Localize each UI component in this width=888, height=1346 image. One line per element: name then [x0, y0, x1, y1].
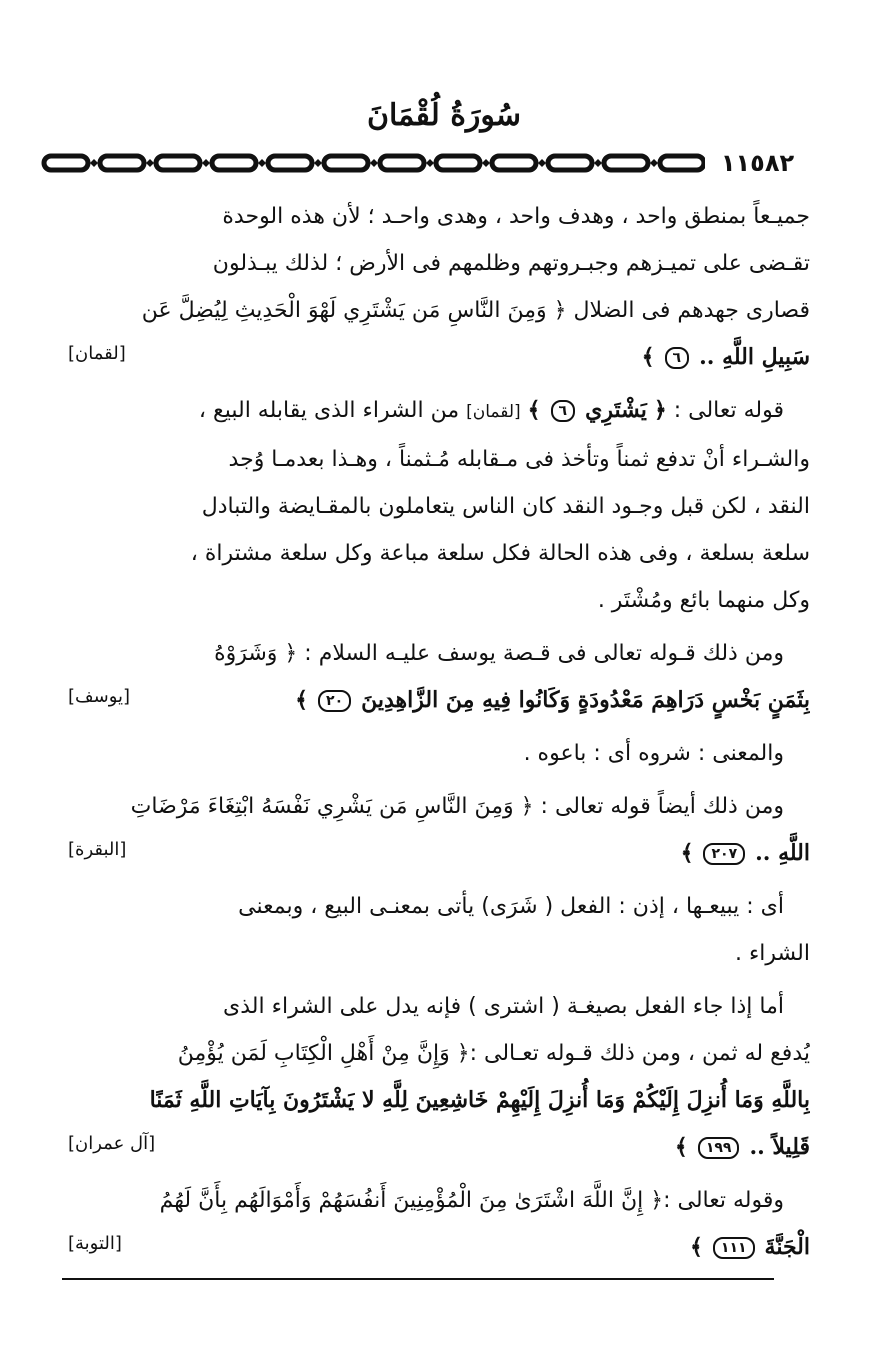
close-brace-glyph: ﴾ [674, 1134, 688, 1160]
paragraph [68, 983, 810, 1171]
text-line [68, 387, 810, 436]
text-line: أما إذا جاء الفعل بصيغـة ( اشترى ) فإنه يدل على الشراء الذى [223, 994, 784, 1019]
text-line: يُدفع له ثمن ، ومن ذلك قـوله تعـالى :﴿ وَإِنَّ مِنْ أَهْلِ الْكِتَابِ لَمَن يُؤْمِنُ [177, 1041, 810, 1066]
open-brace-glyph: ﴿ [653, 397, 667, 423]
text-line: وقوله تعالى :﴿ إِنَّ اللَّهَ اشْتَرَىٰ مِنَ الْمُؤْمِنِينَ أَنفُسَهُمْ وَأَمْوَالَهُم بِأَنَّ لَهُمُ [159, 1188, 784, 1213]
text-line: قصارى جهدهم فى الضلال ﴿ وَمِنَ النَّاسِ مَن يَشْتَرِي لَهْوَ الْحَدِيثِ لِيُضِلَّ عَن [141, 298, 810, 323]
ayah-number-badge: ٦ [551, 400, 576, 422]
text-line [68, 1224, 810, 1271]
text-line: سلعة بسلعة ، وفى هذه الحالة فكل سلعة مباعة وكل سلعة مشتراة ، [190, 541, 810, 566]
page-number: ١١٥٨٢ [705, 150, 810, 176]
quran-text: الْجَنَّةَ [764, 1234, 810, 1260]
text-line: والشـراء أنْ تدفع ثمناً وتأخذ فى مـقابله مُـثمناً ، وهـذا بعدمـا وُجد [228, 447, 810, 472]
surah-reference: [البقرة] [68, 839, 127, 860]
paragraph [68, 783, 810, 877]
ayah-number-badge: ٦ [665, 347, 690, 369]
paragraph [68, 630, 810, 724]
ornamental-header-rule [40, 148, 810, 178]
surah-reference: [التوبة] [68, 1233, 122, 1254]
text-line: أى : يبيعـها ، إذن : الفعل ( شَرَى) يأتى بمعنـى البيع ، وبمعنى [238, 894, 784, 919]
paragraph [68, 387, 810, 624]
surah-reference: [يوسف] [68, 686, 131, 707]
paragraph [68, 1177, 810, 1271]
text-line: الشراء . [734, 941, 810, 966]
ayah-number-badge: ٢٠ [318, 690, 351, 712]
text-line: جميـعاً بمنطق واحد ، وهدف واحد ، وهدى واحـد ؛ لأن هذه الوحدة [222, 204, 810, 229]
text-line: النقد ، لكن قبل وجـود النقد كان الناس يتعاملون بالمقـايضة والتبادل [201, 494, 810, 519]
text-line [68, 677, 810, 724]
close-brace-glyph: ﴾ [295, 687, 309, 713]
surah-reference: [لقمان] [466, 402, 521, 422]
text-line: والمعنى : شروه أى : باعوه . [523, 741, 784, 766]
text-line [68, 334, 810, 381]
surah-reference: [آل عمران] [68, 1133, 156, 1154]
paragraph [68, 193, 810, 381]
quran-text: سَبِيلِ اللَّهِ .. [699, 344, 810, 370]
paragraph [68, 730, 810, 777]
ayah-number-badge: ٢٠٧ [703, 843, 745, 865]
text-line: ومن ذلك أيضاً قوله تعالى : ﴿ وَمِنَ النَّاسِ مَن يَشْرِي نَفْسَهُ ابْتِغَاءَ مَرْضَاتِ [130, 794, 784, 819]
ayah-number-badge: ١٩٩ [698, 1137, 740, 1159]
text-line [68, 1124, 810, 1171]
close-brace-glyph: ﴾ [690, 1234, 703, 1260]
close-brace-glyph: ﴾ [680, 840, 694, 866]
body-phrase: من الشراء الذى يقابله البيع ، [198, 398, 460, 423]
surah-title: سُورَةُ لُقْمَانَ [366, 98, 522, 133]
quran-text: يَشْتَرِي [585, 397, 647, 423]
paragraph [68, 883, 810, 977]
body-text [68, 193, 810, 1275]
text-line: وكل منهما بائع ومُشْتَر . [597, 588, 810, 613]
surah-reference: [لقمان] [68, 343, 126, 364]
text-line: بِاللَّهِ وَمَا أُنزِلَ إِلَيْكُمْ وَمَا أُنزِلَ إِلَيْهِمْ خَاشِعِينَ لِلَّهِ لا يَشْتَرُونَ بِآيَاتِ اللَّهِ ثَمَنًا [149, 1087, 810, 1113]
text-line: تقـضى على تميـزهم وجبـروتهم وظلمهم فى الأرض ؛ لذلك يبـذلون [212, 251, 810, 276]
text-line: ومن ذلك قـوله تعالى فى قـصة يوسف عليـه السلام : ﴿ وَشَرَوْهُ [214, 641, 784, 666]
footer-rule [62, 1278, 774, 1280]
quran-text: اللَّهِ .. [755, 840, 810, 866]
ayah-number-badge: ١١١ [713, 1237, 755, 1259]
quran-text: بِثَمَنٍ بَخْسٍ دَرَاهِمَ مَعْدُودَةٍ وَكَانُوا فِيهِ مِنَ الزَّاهِدِينَ [361, 687, 810, 713]
text-line [68, 830, 810, 877]
intro-text: قوله تعالى : [673, 398, 784, 423]
close-brace-glyph: ﴾ [527, 397, 541, 423]
close-brace-glyph: ﴾ [641, 344, 655, 370]
quran-text: قَلِيلاً .. [749, 1134, 810, 1160]
